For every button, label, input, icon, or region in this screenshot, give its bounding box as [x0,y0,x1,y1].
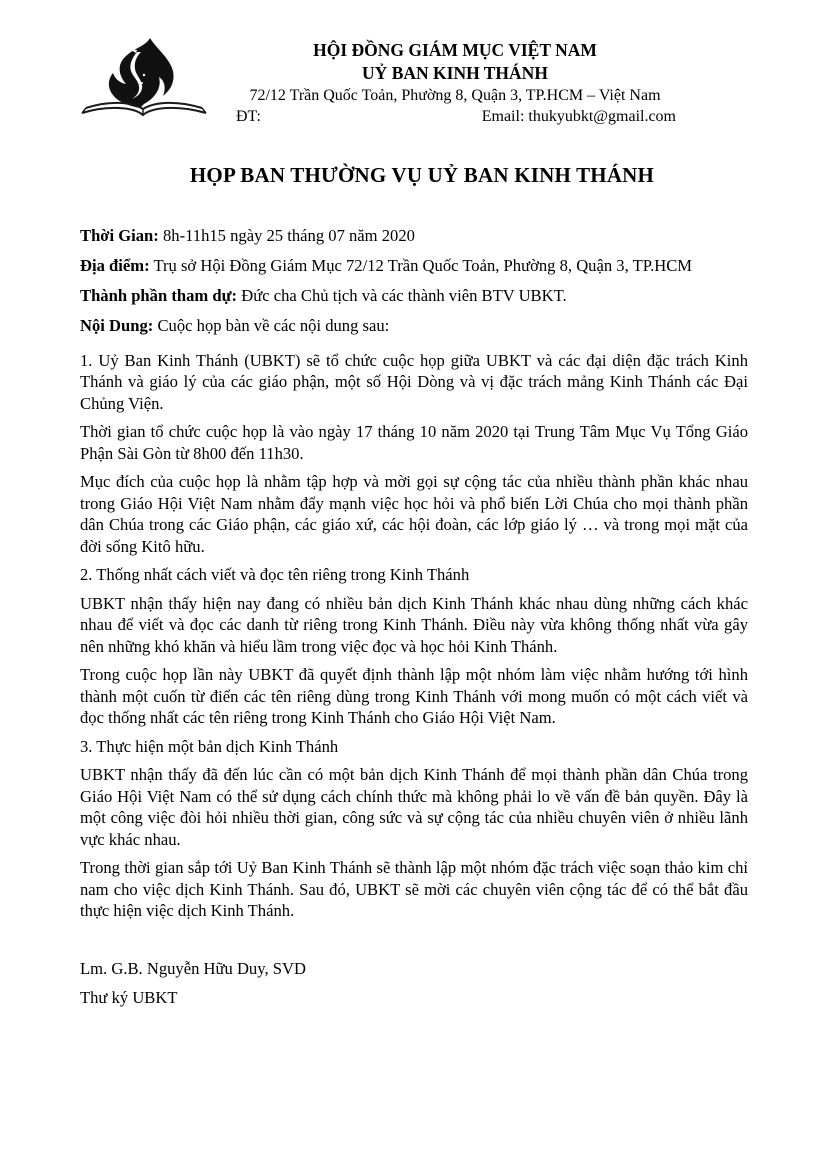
phone-label: ĐT: [236,108,261,125]
paragraph-item-2-body-a: UBKT nhận thấy hiện nay đang có nhiều bản dịch Kinh Thánh khác nhau dùng những cách khác nhau để viết và đọc các danh từ riêng trong Kinh Thánh. Điều này vừa không thống nhất vừa gây nên những khó khăn và hiểu lầm trong việc đọc và học hỏi Kinh Thánh. [80,593,748,656]
paragraph-item-2-body-b: Trong cuộc họp lần này UBKT đã quyết định thành lập một nhóm làm việc nhằm hướng tới hình thành một cuốn từ điển các tên riêng dùng trong Kinh Thánh với mong muốn có một cách viết và đọc thống nhất các tên riêng trong Kinh Thánh cho Giáo Hội Việt Nam. [80,665,748,727]
org-name-line2: UỶ BAN KINH THÁNH [362,63,548,83]
paragraph-item-1-time: Thời gian tổ chức cuộc họp là vào ngày 17 tháng 10 năm 2020 tại Trung Tâm Mục Vụ Tổng Giáo Phận Sài Gòn từ 8h00 đến 11h30. [80,422,748,463]
ubkt-logo [80,38,220,126]
org-address: 72/12 Trần Quốc Toản, Phường 8, Quận 3, TP.HCM – Việt Nam [249,87,661,104]
meta-value-attendees: Đức cha Chủ tịch và các thành viên BTV UBKT. [241,286,567,305]
letterhead [80,38,748,127]
paragraph-item-1-purpose: Mục đích của cuộc họp là nhằm tập hợp và mời gọi sự cộng tác của nhiều thành phần khác nhau trong Giáo Hội Việt Nam nhằm đẩy mạnh việc học hỏi và phổ biến Lời Chúa cho mọi thành phần dân Chúa trong các Giáo phận, các giáo xứ, các hội đoàn, các lớp giáo lý … và trong mọi mặt của đời sống Kitô hữu. [80,472,748,556]
meta-value-agenda: Cuộc họp bàn về các nội dung sau: [157,316,390,335]
meta-value-location: Trụ sở Hội Đồng Giám Mục 72/12 Trần Quốc Toản, Phường 8, Quận 3, TP.HCM [153,256,693,275]
signature-role: Thư ký UBKT [80,988,178,1007]
meta-line-agenda [80,315,748,337]
contact-row [220,106,690,127]
signature-block [80,958,748,1009]
meta-label-location: Địa điểm: [80,256,150,275]
page-title: HỌP BAN THƯỜNG VỤ UỶ BAN KINH THÁNH [189,163,655,187]
paragraph-item-3-body-a: UBKT nhận thấy đã đến lúc cần có một bản dịch Kinh Thánh để mọi thành phần dân Chúa trong Giáo Hội Việt Nam có thể sử dụng cách chính thức mà không phải lo về vấn đề bản quyền. Đây là một công việc đòi hỏi nhiều thời gian, công sức và sự cộng tác của nhiều chuyên viên ở nhiều lãnh vực khác nhau. [80,765,748,849]
signature-name: Lm. G.B. Nguyễn Hữu Duy, SVD [80,958,306,978]
meta-label-time: Thời Gian: [80,226,159,245]
meta-line-attendees [80,285,748,307]
document-body [80,350,748,922]
org-name-line1: HỘI ĐỒNG GIÁM MỤC VIỆT NAM [313,40,597,60]
paragraph-item-1: 1. Uỷ Ban Kinh Thánh (UBKT) sẽ tổ chức cuộc họp giữa UBKT và các đại diện đặc trách Kinh Thánh và giáo lý của các giáo phận, một số Hội Dòng và vị đặc trách mảng Kinh Thánh các Đại Chủng Viện. [80,350,748,413]
paragraph-item-3-heading: 3. Thực hiện một bản dịch Kinh Thánh [80,736,339,756]
flame-dove-over-open-book-icon [80,38,220,126]
meta-label-attendees: Thành phần tham dự: [80,286,238,305]
paragraph-item-2-heading: 2. Thống nhất cách viết và đọc tên riêng trong Kinh Thánh [80,565,470,584]
meta-line-location [80,255,748,277]
meeting-meta [80,225,748,337]
meta-label-agenda: Nội Dung: [80,316,154,335]
email-text: Email: thukyubkt@gmail.com [481,108,676,125]
meta-value-time: 8h-11h15 ngày 25 tháng 07 năm 2020 [162,226,415,245]
paragraph-item-3-body-b: Trong thời gian sắp tới Uỷ Ban Kinh Thánh sẽ thành lập một nhóm đặc trách việc soạn thảo kim chỉ nam cho việc dịch Kinh Thánh. Sau đó, UBKT sẽ mời các chuyên viên cộng tác để có thể bắt đầu thực hiện việc dịch Kinh Thánh. [80,858,748,920]
meta-line-time [80,225,748,247]
letterhead-text [220,38,690,127]
